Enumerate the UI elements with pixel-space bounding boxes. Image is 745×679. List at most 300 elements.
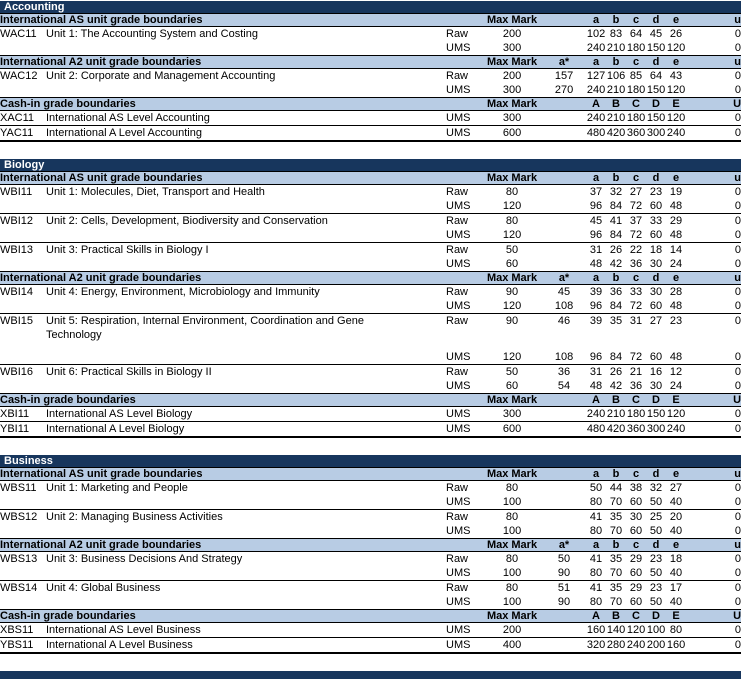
block-title: International A2 unit grade boundaries bbox=[0, 539, 482, 552]
table-row bbox=[0, 243, 741, 258]
grade-boundary-value bbox=[542, 510, 586, 525]
grade-boundary-value: 0 bbox=[686, 126, 741, 142]
grade-boundary-value: 64 bbox=[626, 27, 646, 42]
mark-type: UMS bbox=[446, 596, 471, 608]
grade-letter-header: b bbox=[606, 272, 626, 285]
grade-boundary-value: 29 bbox=[626, 552, 646, 567]
grade-boundary-value: 96 bbox=[589, 200, 603, 212]
grade-boundary-value: 240 bbox=[666, 127, 686, 139]
grade-letter-header: d bbox=[646, 468, 666, 481]
grade-boundary-value: 50 bbox=[649, 525, 663, 537]
grade-boundary-value: 26 bbox=[606, 243, 626, 258]
grade-boundary-value: 48 bbox=[589, 380, 603, 392]
mark-type: UMS bbox=[446, 42, 471, 54]
grade-boundary-value: 18 bbox=[646, 243, 666, 258]
grade-boundary-value: 32 bbox=[606, 185, 626, 200]
grade-letter-header bbox=[542, 468, 586, 481]
grade-boundary-value bbox=[542, 111, 586, 126]
grade-boundary-value: 210 bbox=[606, 408, 626, 420]
grade-boundary-value: 12 bbox=[666, 365, 686, 380]
grade-boundary-value: 0 bbox=[734, 380, 742, 392]
grade-letter-header: U bbox=[686, 98, 741, 111]
grade-boundary-value: 72 bbox=[629, 300, 643, 312]
grade-letter-header: E bbox=[666, 610, 686, 623]
unit-code: WBI11 bbox=[0, 185, 46, 214]
unit-code: WAC11 bbox=[0, 27, 46, 56]
max-mark-value: 80 bbox=[482, 185, 542, 200]
mark-type: UMS bbox=[446, 229, 471, 241]
unit-code: XAC11 bbox=[0, 111, 46, 126]
grade-boundary-value: 48 bbox=[669, 200, 683, 212]
unit-name: Unit 3: Practical Skills in Biology I bbox=[46, 243, 446, 272]
grade-boundary-value: 180 bbox=[626, 42, 646, 54]
grade-boundary-value: 120 bbox=[666, 84, 686, 96]
grade-letter-header: E bbox=[666, 394, 686, 407]
grade-boundary-value: 0 bbox=[734, 496, 742, 508]
grade-boundary-value: 180 bbox=[626, 112, 646, 124]
table-row bbox=[0, 365, 741, 380]
grade-boundary-value bbox=[586, 328, 606, 350]
grade-letter-header: U bbox=[686, 394, 741, 407]
grade-boundary-value: 0 bbox=[686, 623, 741, 638]
grade-letter-header: c bbox=[626, 468, 646, 481]
grade-boundary-value: 0 bbox=[686, 314, 741, 329]
mark-type: Raw bbox=[446, 185, 482, 200]
grade-boundary-value: 0 bbox=[734, 351, 742, 363]
grade-boundary-value: 210 bbox=[606, 112, 626, 124]
max-mark-value: 60 bbox=[505, 258, 519, 270]
unit-name: International AS Level Business bbox=[46, 623, 446, 638]
grade-boundary-value: 33 bbox=[646, 214, 666, 229]
max-mark-value: 100 bbox=[502, 496, 522, 508]
grade-boundary-value: 23 bbox=[666, 314, 686, 329]
unit-code: WBI14 bbox=[0, 285, 46, 314]
grade-boundary-value: 48 bbox=[589, 258, 603, 270]
grade-letter-header: C bbox=[626, 98, 646, 111]
block-title: International A2 unit grade boundaries bbox=[0, 56, 482, 69]
grade-boundary-value: 21 bbox=[626, 365, 646, 380]
table-row bbox=[0, 581, 741, 596]
grade-letter-header bbox=[542, 394, 586, 407]
grade-boundary-value: 80 bbox=[589, 525, 603, 537]
grade-boundary-value: 46 bbox=[542, 314, 586, 329]
grade-letter-header bbox=[542, 172, 586, 185]
grade-boundary-value: 23 bbox=[646, 552, 666, 567]
grade-boundary-value: 40 bbox=[669, 567, 683, 579]
table-row bbox=[0, 111, 741, 126]
block-title: International AS unit grade boundaries bbox=[0, 172, 482, 185]
grade-boundary-value: 90 bbox=[557, 596, 571, 608]
grade-boundary-value: 0 bbox=[734, 567, 742, 579]
max-mark-value: 300 bbox=[482, 111, 542, 126]
grade-boundary-value: 14 bbox=[666, 243, 686, 258]
grade-letter-header: e bbox=[666, 468, 686, 481]
grade-boundary-value: 48 bbox=[669, 351, 683, 363]
table-row bbox=[0, 285, 741, 300]
table-row bbox=[0, 407, 741, 422]
grade-boundary-value: 72 bbox=[629, 351, 643, 363]
grade-letter-header: c bbox=[626, 56, 646, 69]
mark-type: Raw bbox=[446, 552, 482, 567]
max-mark-value: 50 bbox=[482, 243, 542, 258]
grade-boundary-value: 300 bbox=[646, 423, 666, 435]
grade-boundary-value bbox=[542, 524, 586, 539]
mark-type: Raw bbox=[446, 581, 482, 596]
grade-boundary-value bbox=[542, 623, 586, 638]
unit-name: Unit 1: Molecules, Diet, Transport and Health bbox=[46, 185, 446, 214]
grade-boundary-value bbox=[542, 228, 586, 243]
grade-boundary-value: 35 bbox=[606, 510, 626, 525]
grade-boundary-value: 32 bbox=[646, 481, 666, 496]
unit-code: WBS11 bbox=[0, 481, 46, 510]
unit-code: WBS13 bbox=[0, 552, 46, 581]
grade-boundary-value: 0 bbox=[734, 229, 742, 241]
max-mark-value: 80 bbox=[482, 481, 542, 496]
grade-letter-header: c bbox=[626, 539, 646, 552]
mark-type: Raw bbox=[446, 285, 482, 300]
grade-letter-header: a bbox=[586, 172, 606, 185]
grade-letter-header: C bbox=[626, 394, 646, 407]
grade-boundary-value: 50 bbox=[649, 596, 663, 608]
grade-boundary-value bbox=[542, 214, 586, 229]
grade-letter-header: b bbox=[606, 172, 626, 185]
grade-boundary-value bbox=[542, 422, 586, 438]
grade-boundary-value: 280 bbox=[606, 639, 626, 651]
grade-letter-header: u bbox=[686, 56, 741, 69]
mark-type: UMS bbox=[446, 351, 471, 363]
grade-boundary-value: 36 bbox=[542, 365, 586, 380]
grade-letter-header: b bbox=[606, 56, 626, 69]
max-mark-value: 80 bbox=[482, 214, 542, 229]
grade-boundary-value: 19 bbox=[666, 185, 686, 200]
unit-name: International A Level Accounting bbox=[46, 126, 446, 142]
mark-type: Raw bbox=[446, 314, 482, 329]
unit-code: XBI11 bbox=[0, 407, 46, 422]
grade-boundary-value: 31 bbox=[626, 314, 646, 329]
grade-boundary-value: 0 bbox=[686, 27, 741, 42]
grade-letter-header: A bbox=[586, 394, 606, 407]
grade-boundary-value: 0 bbox=[686, 185, 741, 200]
max-mark-value: 600 bbox=[482, 422, 542, 438]
grade-boundary-value: 30 bbox=[646, 285, 666, 300]
grade-letter-header: C bbox=[626, 610, 646, 623]
grade-boundary-value: 20 bbox=[666, 510, 686, 525]
max-mark-value: 600 bbox=[482, 126, 542, 142]
grade-boundary-value: 50 bbox=[586, 481, 606, 496]
unit-name: Unit 2: Cells, Development, Biodiversity and Conservation bbox=[46, 214, 446, 243]
mark-type: Raw bbox=[446, 214, 482, 229]
grade-boundary-value: 0 bbox=[734, 258, 742, 270]
grade-boundary-value: 41 bbox=[606, 214, 626, 229]
unit-name: Unit 6: Practical Skills in Biology II bbox=[46, 365, 446, 394]
grade-letter-header: a* bbox=[542, 272, 586, 285]
grade-boundary-value: 83 bbox=[606, 27, 626, 42]
mark-type bbox=[446, 328, 482, 350]
grade-boundary-value: 24 bbox=[669, 258, 683, 270]
max-mark-value: 100 bbox=[502, 596, 522, 608]
grade-letter-header: e bbox=[666, 539, 686, 552]
grade-letter-header: e bbox=[666, 56, 686, 69]
grade-boundary-value: 70 bbox=[609, 496, 623, 508]
grade-boundary-value: 0 bbox=[734, 596, 742, 608]
grade-boundary-value: 60 bbox=[629, 496, 643, 508]
grade-boundary-value: 41 bbox=[586, 510, 606, 525]
unit-name: Unit 3: Business Decisions And Strategy bbox=[46, 552, 446, 581]
max-mark-value: 200 bbox=[482, 69, 542, 84]
max-mark-value bbox=[482, 328, 542, 350]
grade-boundary-value: 64 bbox=[646, 69, 666, 84]
grade-letter-header: a bbox=[586, 539, 606, 552]
grade-boundary-value: 50 bbox=[649, 496, 663, 508]
block-header-row bbox=[0, 172, 741, 185]
grade-boundary-value: 26 bbox=[606, 365, 626, 380]
grade-boundary-value: 420 bbox=[606, 423, 626, 435]
grade-letter-header bbox=[542, 14, 586, 27]
table-row bbox=[0, 422, 741, 438]
grade-boundary-value: 480 bbox=[586, 127, 606, 139]
unit-code: YAC11 bbox=[0, 126, 46, 142]
grade-letter-header bbox=[542, 610, 586, 623]
max-mark-header: Max Mark bbox=[482, 56, 542, 69]
table-row bbox=[0, 69, 741, 84]
block-header-row bbox=[0, 272, 741, 285]
grade-boundary-value: 102 bbox=[586, 28, 606, 40]
grade-letter-header: u bbox=[686, 539, 741, 552]
grade-boundary-value: 0 bbox=[686, 422, 741, 438]
grade-boundary-value: 0 bbox=[734, 200, 742, 212]
mark-type: UMS bbox=[446, 380, 471, 392]
grade-boundary-value: 0 bbox=[734, 525, 742, 537]
grade-boundary-value: 108 bbox=[554, 351, 574, 363]
grade-boundary-value bbox=[666, 328, 686, 350]
unit-code: WBI13 bbox=[0, 243, 46, 272]
grade-boundary-value: 45 bbox=[586, 214, 606, 229]
grade-boundary-value: 240 bbox=[586, 112, 606, 124]
max-mark-value: 120 bbox=[502, 229, 522, 241]
mark-type: Raw bbox=[446, 365, 482, 380]
grade-boundary-value bbox=[542, 495, 586, 510]
block-header-row bbox=[0, 610, 741, 623]
unit-name: Unit 5: Respiration, Internal Environment, Coordination and Gene Technology bbox=[46, 314, 446, 365]
unit-name: International A Level Business bbox=[46, 638, 446, 654]
grade-boundary-value: 38 bbox=[626, 481, 646, 496]
unit-code: WBI12 bbox=[0, 214, 46, 243]
grade-boundary-value: 85 bbox=[626, 69, 646, 84]
block-title: Cash-in grade boundaries bbox=[0, 610, 482, 623]
grade-boundary-value: 23 bbox=[646, 185, 666, 200]
grade-boundary-value: 320 bbox=[586, 639, 606, 651]
max-mark-header: Max Mark bbox=[482, 468, 542, 481]
table-row bbox=[0, 185, 741, 200]
grade-boundary-value: 40 bbox=[669, 596, 683, 608]
max-mark-value: 90 bbox=[482, 314, 542, 329]
grade-boundary-value: 240 bbox=[626, 639, 646, 651]
grade-letter-header: c bbox=[626, 14, 646, 27]
grade-letter-header: a bbox=[586, 272, 606, 285]
max-mark-header: Max Mark bbox=[482, 172, 542, 185]
max-mark-header: Max Mark bbox=[482, 98, 542, 111]
section-title-bar: Business bbox=[0, 455, 741, 467]
grade-boundary-value: 108 bbox=[554, 300, 574, 312]
grade-letter-header: B bbox=[606, 98, 626, 111]
block-title: International AS unit grade boundaries bbox=[0, 468, 482, 481]
grade-boundary-value: 0 bbox=[686, 407, 741, 422]
mark-type: UMS bbox=[446, 111, 482, 126]
unit-code: WBS12 bbox=[0, 510, 46, 539]
grade-boundary-value: 96 bbox=[589, 351, 603, 363]
grade-boundary-value: 106 bbox=[606, 70, 626, 82]
grade-boundary-value: 30 bbox=[649, 380, 663, 392]
grade-boundary-value: 54 bbox=[557, 380, 571, 392]
max-mark-value: 80 bbox=[482, 510, 542, 525]
grade-boundary-value: 157 bbox=[542, 69, 586, 84]
grade-boundary-value: 48 bbox=[669, 229, 683, 241]
partial-next-section-bar bbox=[0, 671, 741, 679]
mark-type: Raw bbox=[446, 69, 482, 84]
max-mark-value: 90 bbox=[482, 285, 542, 300]
grade-letter-header: E bbox=[666, 98, 686, 111]
unit-code: YBS11 bbox=[0, 638, 46, 654]
block-header-row bbox=[0, 394, 741, 407]
grade-boundary-value: 150 bbox=[646, 84, 666, 96]
grade-boundary-value bbox=[542, 126, 586, 142]
grade-boundary-value: 35 bbox=[606, 581, 626, 596]
grade-boundary-value: 29 bbox=[666, 214, 686, 229]
table-row bbox=[0, 638, 741, 654]
grade-letter-header: A bbox=[586, 98, 606, 111]
grade-boundary-value: 35 bbox=[606, 314, 626, 329]
mark-type: UMS bbox=[446, 638, 482, 654]
max-mark-value: 80 bbox=[482, 552, 542, 567]
mark-type: UMS bbox=[446, 567, 471, 579]
max-mark-value: 80 bbox=[482, 581, 542, 596]
grade-boundary-value: 120 bbox=[666, 112, 686, 124]
max-mark-value: 100 bbox=[502, 525, 522, 537]
grade-boundary-value: 84 bbox=[609, 229, 623, 241]
grade-letter-header: b bbox=[606, 14, 626, 27]
grade-letter-header bbox=[542, 98, 586, 111]
grade-boundary-value: 84 bbox=[609, 351, 623, 363]
grade-boundary-value: 80 bbox=[589, 496, 603, 508]
block-header-row bbox=[0, 14, 741, 27]
unit-name: International AS Level Accounting bbox=[46, 111, 446, 126]
grade-boundary-value: 270 bbox=[554, 84, 574, 96]
block-header-row bbox=[0, 56, 741, 69]
mark-type: UMS bbox=[446, 407, 482, 422]
grade-letter-header: B bbox=[606, 610, 626, 623]
grade-boundary-value: 160 bbox=[586, 624, 606, 636]
grade-letter-header: d bbox=[646, 14, 666, 27]
grade-boundary-value: 35 bbox=[606, 552, 626, 567]
grade-boundary-value: 96 bbox=[589, 229, 603, 241]
grade-boundary-value: 42 bbox=[609, 380, 623, 392]
unit-code: YBI11 bbox=[0, 422, 46, 438]
grade-boundary-value: 48 bbox=[669, 300, 683, 312]
table-row bbox=[0, 126, 741, 142]
grade-boundary-value: 25 bbox=[646, 510, 666, 525]
grade-boundary-value: 120 bbox=[666, 42, 686, 54]
mark-type: Raw bbox=[446, 27, 482, 42]
mark-type: UMS bbox=[446, 422, 482, 438]
max-mark-value: 100 bbox=[502, 567, 522, 579]
grade-letter-header: u bbox=[686, 468, 741, 481]
grade-boundary-value: 240 bbox=[586, 42, 606, 54]
grade-boundary-value: 127 bbox=[586, 70, 606, 82]
mark-type: Raw bbox=[446, 481, 482, 496]
table-row bbox=[0, 27, 741, 42]
grade-boundary-value bbox=[542, 185, 586, 200]
grade-boundary-value: 31 bbox=[586, 365, 606, 380]
mark-type: UMS bbox=[446, 200, 471, 212]
max-mark-header: Max Mark bbox=[482, 610, 542, 623]
mark-type: UMS bbox=[446, 300, 471, 312]
grade-boundary-value: 30 bbox=[649, 258, 663, 270]
mark-type: UMS bbox=[446, 623, 482, 638]
max-mark-value: 400 bbox=[482, 638, 542, 654]
mark-type: UMS bbox=[446, 258, 471, 270]
grade-boundary-value: 27 bbox=[626, 185, 646, 200]
grade-boundary-value: 30 bbox=[626, 510, 646, 525]
grade-boundary-value: 39 bbox=[586, 314, 606, 329]
grade-boundary-value: 18 bbox=[666, 552, 686, 567]
max-mark-header: Max Mark bbox=[482, 272, 542, 285]
grade-boundary-value: 17 bbox=[666, 581, 686, 596]
grade-boundary-value: 160 bbox=[666, 639, 686, 651]
grade-boundary-value: 50 bbox=[649, 567, 663, 579]
grade-boundary-value bbox=[542, 638, 586, 654]
grade-letter-header: a* bbox=[542, 539, 586, 552]
section-title-bar: Biology bbox=[0, 159, 741, 171]
grade-boundary-value bbox=[542, 27, 586, 42]
max-mark-value: 120 bbox=[502, 200, 522, 212]
grade-boundary-value: 23 bbox=[646, 581, 666, 596]
mark-type: UMS bbox=[446, 525, 471, 537]
grade-boundaries-table bbox=[0, 467, 741, 654]
grade-boundary-value: 0 bbox=[686, 214, 741, 229]
max-mark-value: 60 bbox=[505, 380, 519, 392]
grade-boundary-value: 41 bbox=[586, 581, 606, 596]
max-mark-value: 300 bbox=[502, 42, 522, 54]
grade-boundary-value: 0 bbox=[686, 552, 741, 567]
grade-letter-header: u bbox=[686, 272, 741, 285]
mark-type: UMS bbox=[446, 126, 482, 142]
max-mark-value: 300 bbox=[482, 407, 542, 422]
grade-boundary-value: 41 bbox=[586, 552, 606, 567]
grade-boundary-value: 16 bbox=[646, 365, 666, 380]
grade-boundary-value: 39 bbox=[586, 285, 606, 300]
unit-code: WAC12 bbox=[0, 69, 46, 98]
grade-boundary-value: 150 bbox=[646, 42, 666, 54]
grade-boundary-value bbox=[542, 328, 586, 350]
grade-boundary-value bbox=[542, 41, 586, 56]
unit-code: WBI16 bbox=[0, 365, 46, 394]
grade-boundary-value bbox=[542, 481, 586, 496]
grade-boundary-value: 45 bbox=[542, 285, 586, 300]
grade-boundary-value: 240 bbox=[586, 408, 606, 420]
grade-boundary-value bbox=[542, 243, 586, 258]
grade-boundary-value: 72 bbox=[629, 200, 643, 212]
grade-boundary-value: 210 bbox=[606, 84, 626, 96]
grade-boundary-value: 84 bbox=[609, 300, 623, 312]
grade-boundary-value: 50 bbox=[542, 552, 586, 567]
grade-letter-header: a* bbox=[542, 56, 586, 69]
unit-name: International AS Level Biology bbox=[46, 407, 446, 422]
mark-type: Raw bbox=[446, 510, 482, 525]
block-header-row bbox=[0, 468, 741, 481]
grade-boundary-value: 26 bbox=[666, 27, 686, 42]
grade-boundary-value: 36 bbox=[629, 380, 643, 392]
grade-boundary-value: 200 bbox=[646, 639, 666, 651]
